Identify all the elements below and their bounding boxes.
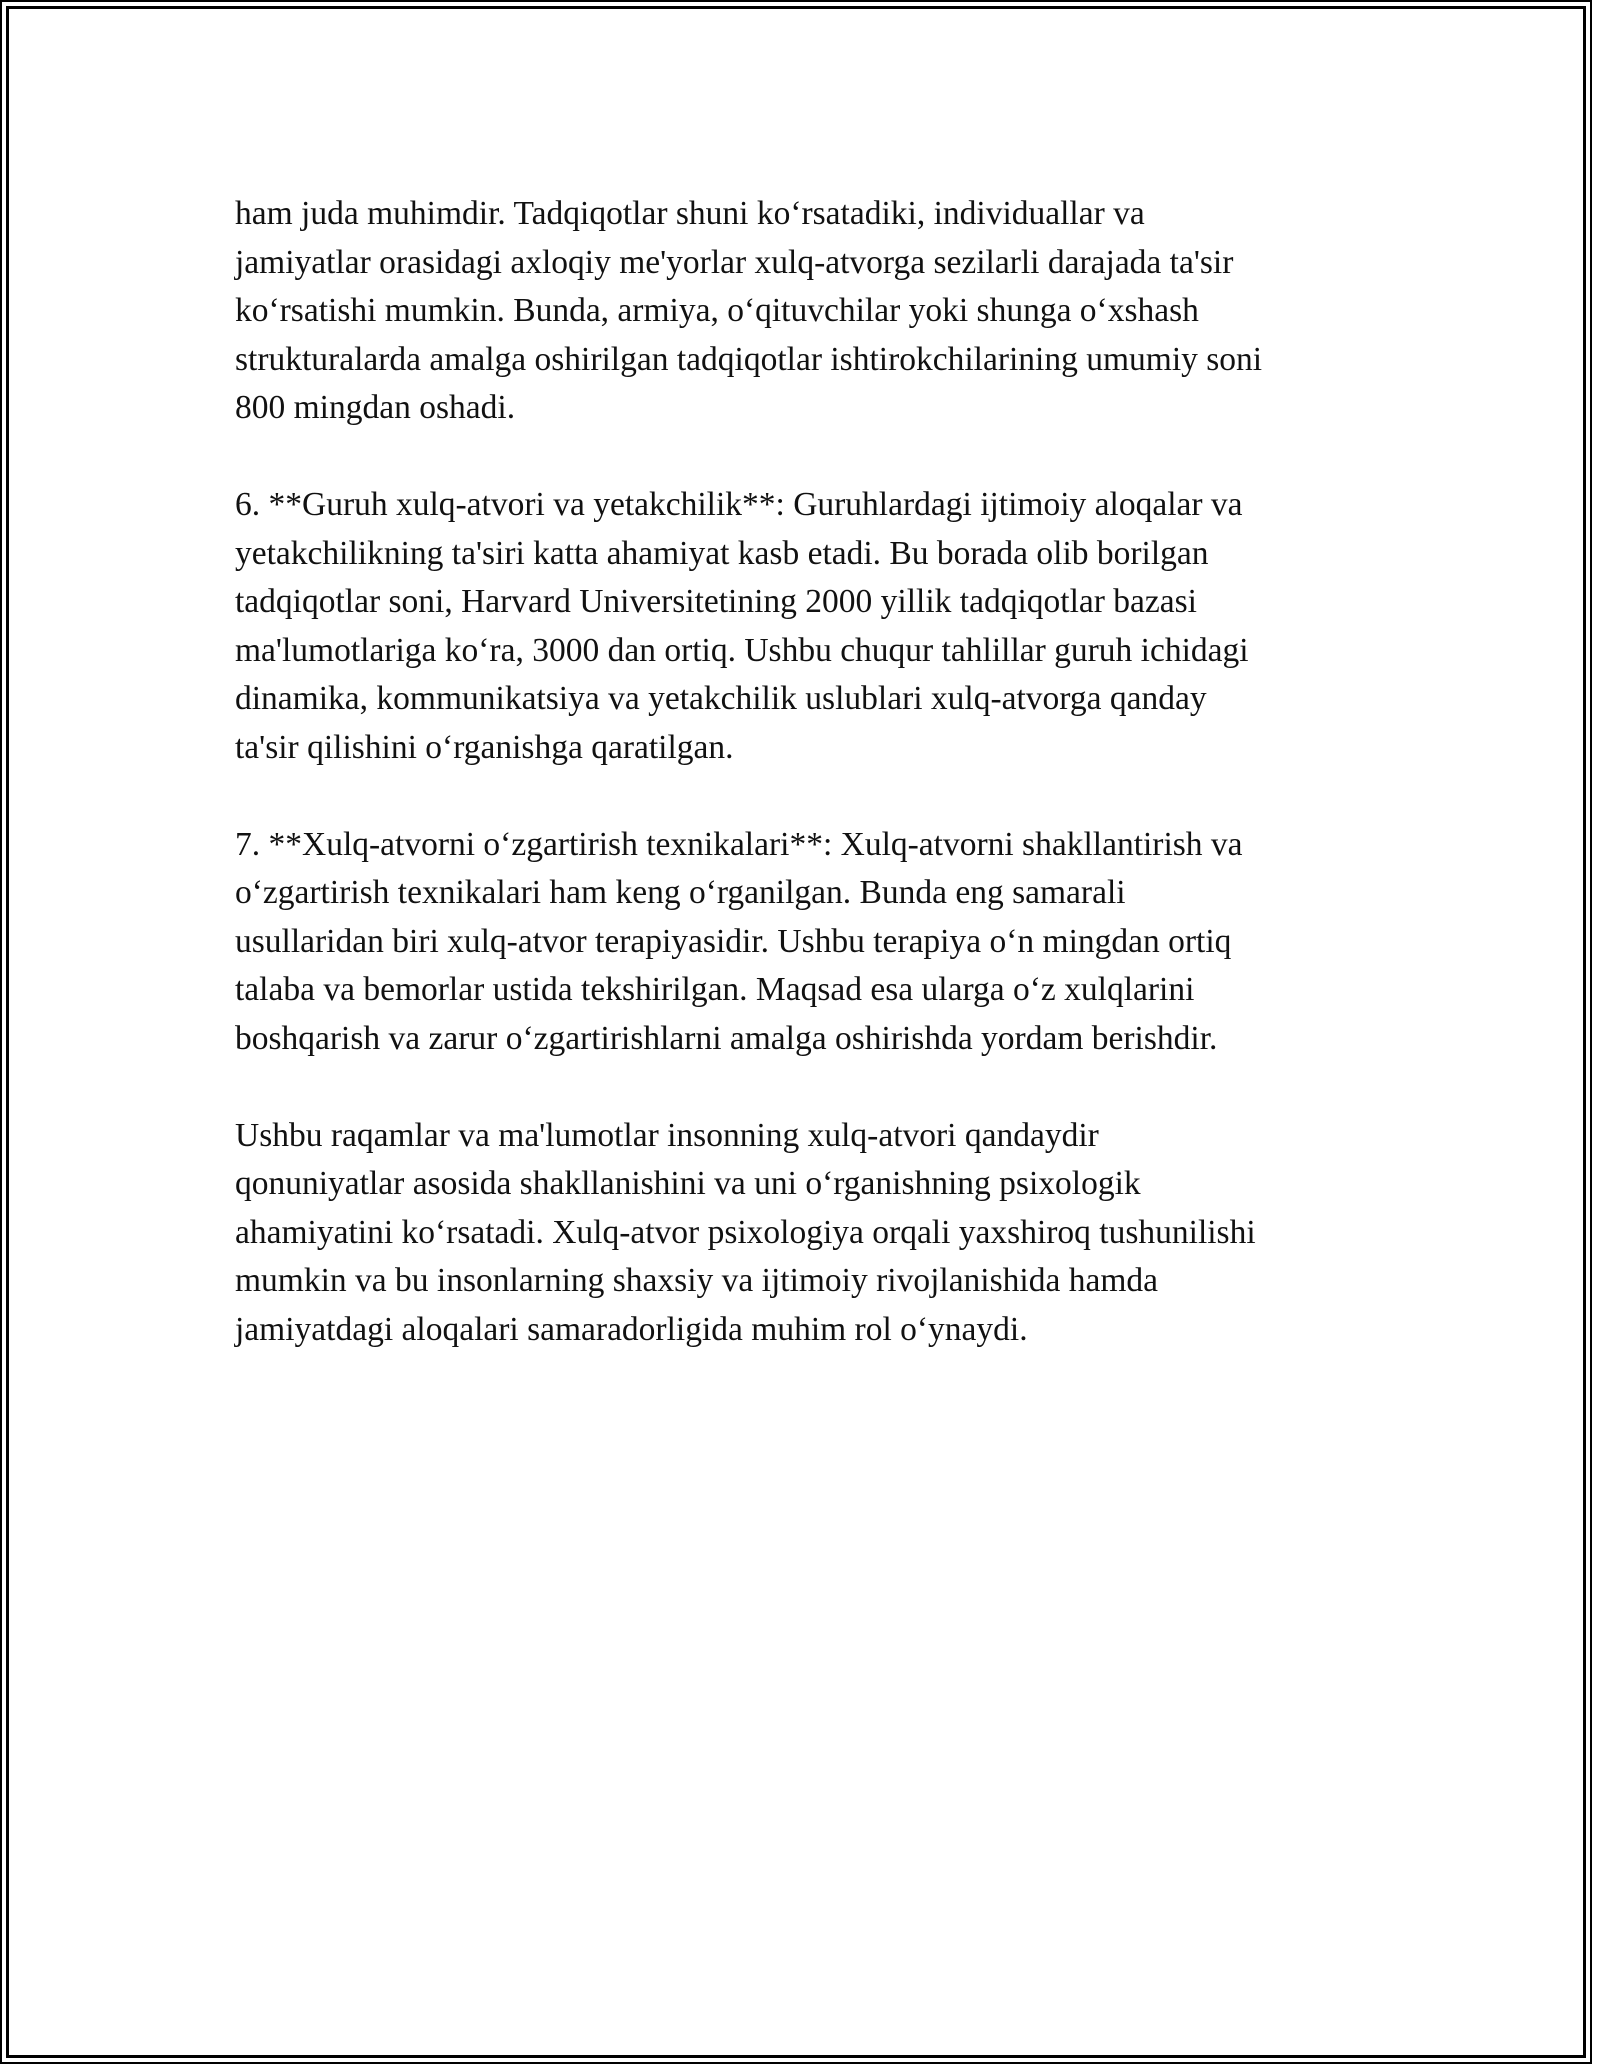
text-line: qonuniyatlar asosida shakllanishini va uni o‘rganishning psixologik: [235, 1165, 1141, 1202]
text-line: dinamika, kommunikatsiya va yetakchilik uslublari xulq-atvorga qanday: [235, 680, 1207, 717]
text-line: ahamiyatini ko‘rsatadi. Xulq-atvor psixologiya orqali yaxshiroq tushunilishi: [235, 1213, 1256, 1251]
text-line: boshqarish va zarur o‘zgartirishlarni amalga oshirishda yordam berishdir.: [235, 1019, 1218, 1057]
text-line: ham juda muhimdir. Tadqiqotlar shuni ko‘rsatadiki, individuallar va: [235, 195, 1145, 232]
text-line: 6. **Guruh xulq-atvori va yetakchilik**: Guruhlardagi ijtimoiy aloqalar va: [235, 486, 1243, 523]
paragraph-group-behavior: [235, 481, 1370, 772]
text-line: 800 mingdan oshadi.: [235, 389, 516, 426]
paragraph-behavior-change: [235, 821, 1370, 1064]
text-line: tadqiqotlar soni, Harvard Universitetining 2000 yillik tadqiqotlar bazasi: [235, 583, 1197, 620]
text-line: talaba va bemorlar ustida tekshirilgan. Maqsad esa ularga o‘z xulqlarini: [235, 971, 1195, 1008]
text-line: 7. **Xulq-atvorni o‘zgartirish texnikalari**: Xulq-atvorni shakllantirish va: [235, 825, 1243, 863]
document-body: [235, 190, 1370, 1403]
text-line: ta'sir qilishini o‘rganishga qaratilgan.: [235, 728, 734, 766]
text-line: usullaridan biri xulq-atvor terapiyasidir. Ushbu terapiya o‘n mingdan ortiq: [235, 922, 1232, 960]
text-line: ko‘rsatishi mumkin. Bunda, armiya, o‘qituvchilar yoki shunga o‘xshash: [235, 292, 1199, 329]
text-line: Ushbu raqamlar va ma'lumotlar insonning xulq-atvori qandaydir: [235, 1116, 1099, 1154]
text-line: strukturalarda amalga oshirilgan tadqiqotlar ishtirokchilarining umumiy soni: [235, 340, 1263, 378]
paragraph-conclusion: [235, 1112, 1370, 1355]
text-line: jamiyatlar orasidagi axloqiy me'yorlar xulq-atvorga sezilarli darajada ta'sir: [235, 243, 1234, 281]
text-line: jamiyatdagi aloqalari samaradorligida muhim rol o‘ynaydi.: [235, 1310, 1028, 1348]
text-line: mumkin va bu insonlarning shaxsiy va ijtimoiy rivojlanishida hamda: [235, 1262, 1159, 1299]
text-line: yetakchilikning ta'siri katta ahamiyat kasb etadi. Bu borada olib borilgan: [235, 534, 1209, 572]
paragraph-ethics: [235, 190, 1370, 433]
text-line: ma'lumotlariga ko‘ra, 3000 dan ortiq. Ushbu chuqur tahlillar guruh ichidagi: [235, 631, 1249, 669]
text-line: o‘zgartirish texnikalari ham keng o‘rganilgan. Bunda eng samarali: [235, 874, 1126, 911]
